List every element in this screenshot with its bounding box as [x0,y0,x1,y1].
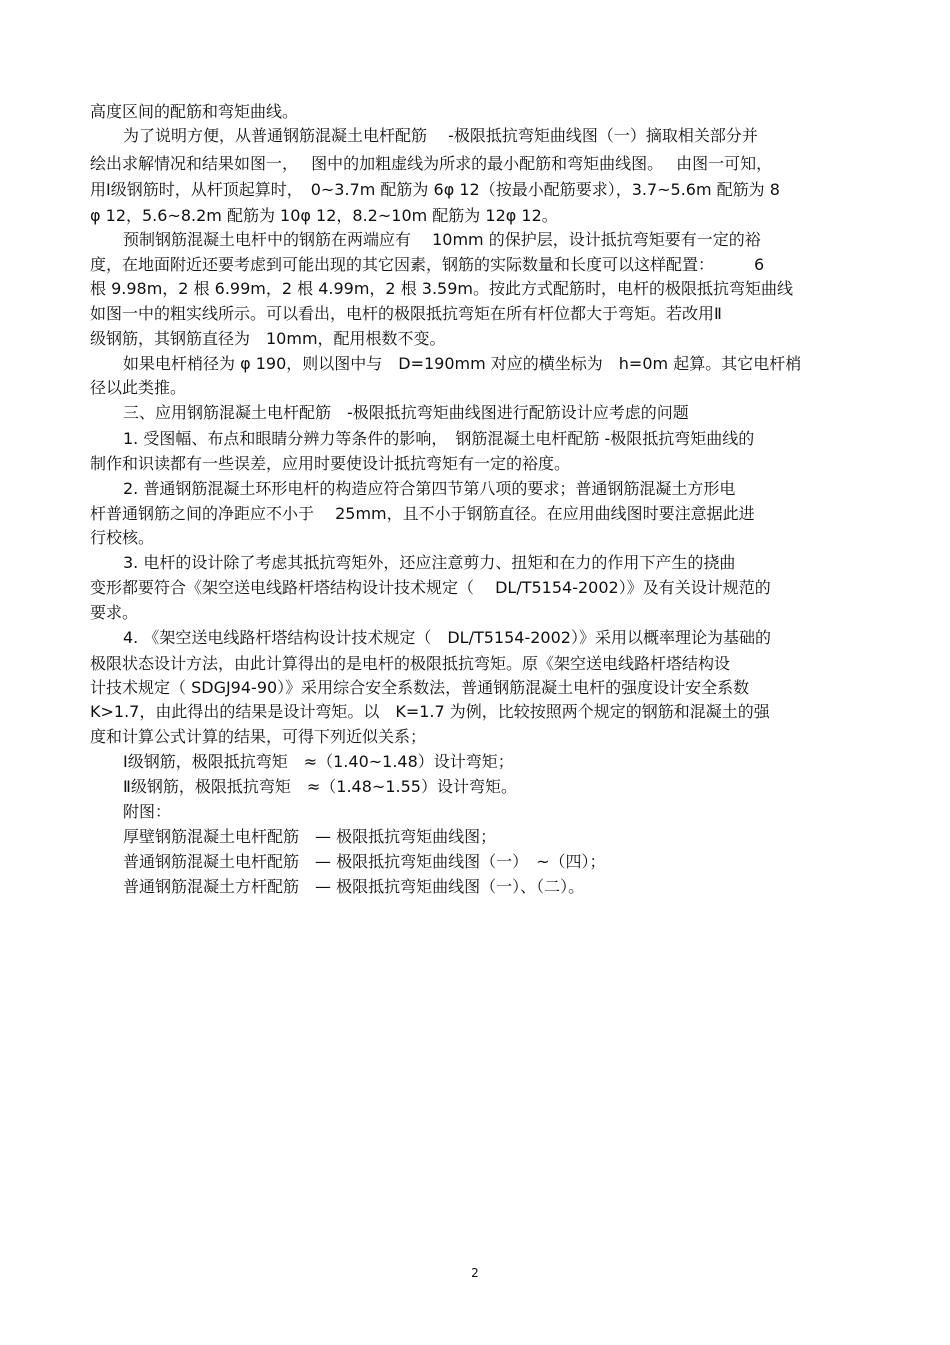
text-line: 预制钢筋混凝土电杆中的钢筋在两端应有 10mm 的保护层，设计抵抗弯矩要有一定的裕 [123,230,761,249]
text-line: 级钢筋，其钢筋直径为 10mm，配用根数不变。 [90,329,446,348]
text-line: Ⅰ级钢筋，极限抵抗弯矩 ≈（1.40~1.48）设计弯矩； [123,752,514,771]
text-line: 1. 受图幅、布点和眼睛分辨力等条件的影响， 钢筋混凝土电杆配筋 -极限抵抗弯矩曲线的 [123,429,755,448]
text-line: 根 9.98m，2 根 6.99m，2 根 4.99m，2 根 3.59m。按此方式配筋时，电杆的极限抵抗弯矩曲线 [90,279,793,298]
page-number: 2 [471,1266,479,1280]
text-line: φ 12，5.6~8.2m 配筋为 10φ 12，8.2~10m 配筋为 12φ 12。 [90,206,558,225]
text-line: 杆普通钢筋之间的净距应不小于 25mm，且不小于钢筋直径。在应用曲线图时要注意据此进 [90,504,755,523]
text-line: 绘出求解情况和结果如图一， 图中的加粗虚线为所求的最小配筋和弯矩曲线图。 由图一可知， [90,154,773,173]
text-line: K>1.7，由此得出的结果是设计弯矩。以 K=1.7 为例，比较按照两个规定的钢筋和混凝土的强 [90,702,770,721]
text-line: 制作和识读都有一些误差，应用时要使设计抵抗弯矩有一定的裕度。 [90,454,571,473]
text-line: 极限状态设计方法，由此计算得出的是电杆的极限抵抗弯矩。原《架空送电线路杆塔结构设 [90,654,731,673]
text-line: 径以此类推。 [90,378,187,397]
text-line: 为了说明方便，从普通钢筋混凝土电杆配筋 -极限抵抗弯矩曲线图（一）摘取相关部分并 [123,126,758,145]
text-line: 如图一中的粗实线所示。可以看出，电杆的极限抵抗弯矩在所有杆位都大于弯矩。若改用Ⅱ [90,304,722,323]
text-line: 度和计算公式计算的结果，可得下列近似关系； [90,727,427,746]
text-line: 厚壁钢筋混凝土电杆配筋 — 极限抵抗弯矩曲线图； [123,827,497,846]
text-line: 2. 普通钢筋混凝土环形电杆的构造应符合第四节第八项的要求；普通钢筋混凝土方形电 [123,479,736,498]
text-line: 计技术规定（ SDGJ94-90）》采用综合安全系数法，普通钢筋混凝土电杆的强度设计安全系数 [90,678,750,697]
section-heading: 三、应用钢筋混凝土电杆配筋 -极限抵抗弯矩曲线图进行配筋设计应考虑的问题 [123,403,689,422]
text-line: 行校核。 [90,528,155,547]
text-line: 度，在地面附近还要考虑到可能出现的其它因素，钢筋的实际数量和长度可以这样配置： 6 [90,255,765,274]
text-line: 3. 电杆的设计除了考虑其抵抗弯矩外，还应注意剪力、扭矩和在力的作用下产生的挠曲 [123,553,736,572]
text-line: 普通钢筋混凝土方杆配筋 — 极限抵抗弯矩曲线图（一）、（二）。 [123,877,585,896]
text-line: 变形都要符合《架空送电线路杆塔结构设计技术规定（ DL/T5154-2002）》及有关设计规范的 [90,578,771,597]
text-line: 普通钢筋混凝土电杆配筋 — 极限抵抗弯矩曲线图（一） ~（四）； [123,852,606,871]
text-line: 如果电杆梢径为 φ 190，则以图中与 D=190mm 对应的横坐标为 h=0m 起算。其它电杆梢 [123,354,802,373]
text-line: 要求。 [90,603,139,622]
text-line: 4. 《架空送电线路杆塔结构设计技术规定（ DL/T5154-2002）》采用以概率理论为基础的 [123,628,771,647]
text-line: Ⅱ级钢筋，极限抵抗弯矩 ≈（1.48~1.55）设计弯矩。 [123,777,517,796]
text-line: 用Ⅰ级钢筋时，从杆顶起算时， 0~3.7m 配筋为 6φ 12（按最小配筋要求），3.7~5.6m 配筋为 8 [90,180,780,199]
text-line: 高度区间的配筋和弯矩曲线。 [90,102,299,121]
text-line: 附图： [123,802,172,821]
